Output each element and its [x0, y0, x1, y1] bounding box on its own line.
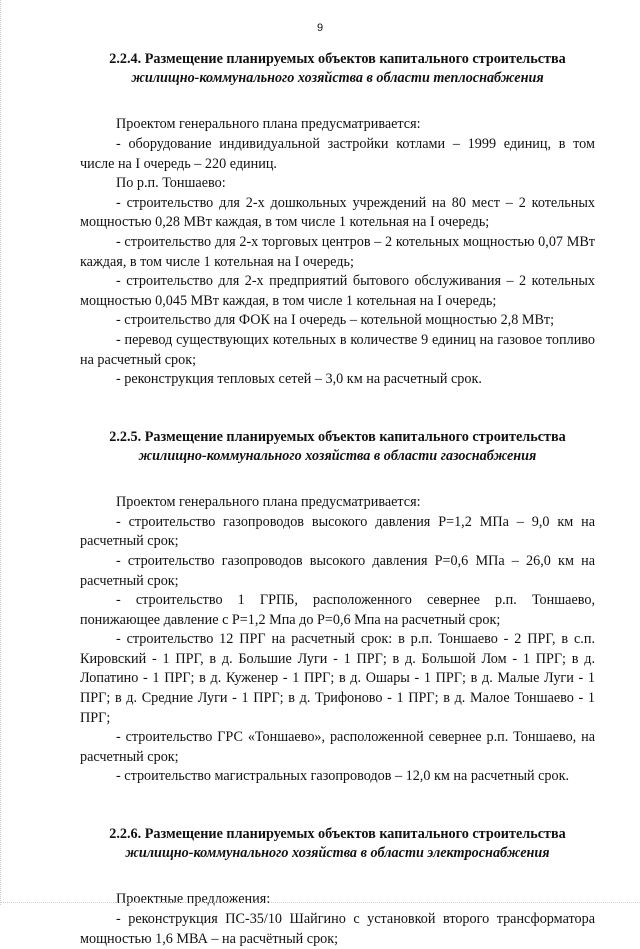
paragraph: - строительство ГРС «Тоншаево», расположенной севернее р.п. Тоншаево, на расчетный срок; [80, 729, 595, 765]
section-title: Размещение планируемых объектов капитального строительства [144, 51, 566, 67]
section-number: 2.2.5. [109, 428, 142, 445]
paragraph: Проектом генерального плана предусматривается: [116, 494, 421, 511]
paragraph: - строительство газопроводов высокого давления Р=1,2 МПа – 9,0 км на расчетный срок; [80, 513, 595, 550]
section-heat-supply [80, 50, 595, 390]
paragraph: - строительство газопроводов высокого давления Р=0,6 МПа – 26,0 км на расчетный срок; [80, 552, 595, 589]
section-heading [80, 825, 595, 863]
section-title-emph: жилищно-коммунального хозяйства в области газоснабжения [138, 447, 537, 464]
paragraph: - строительство для 2-х торговых центров – 2 котельных мощностью 0,07 МВт каждая, в том числе 1 котельная на I очередь; [80, 233, 595, 270]
section-gas-supply [80, 428, 595, 787]
paragraph: - реконструкция ПС-35/10 Шайгино с установкой второго трансформатора мощностью 1,6 МВА – на расчётный срок; [80, 911, 595, 947]
paragraph: - строительство 12 ПРГ на расчетный срок: в р.п. Тоншаево - 2 ПРГ, в с.п. Кировский - 1 ПРГ, в д. Большие Луги - 1 ПРГ; в д. Большой Лом - 1 ПРГ; в д. Лопатино - 1 ПРГ; в д. Куженер - 1 ПРГ; в д. Ошары - 1 ПРГ; в д. Малые Луги - 1 ПРГ; в д. Средние Луги - 1 ПРГ; в д. Трифоново - 1 ПРГ; в д. Малое Тоншаево - 1 ПРГ; [80, 631, 595, 726]
page-number: 9 [316, 22, 324, 34]
scan-left-edge [0, 0, 3, 905]
section-power-supply [80, 825, 595, 949]
section-title-emph: жилищно-коммунального хозяйства в области теплоснабжения [131, 70, 544, 87]
paragraph: - строительство магистральных газопроводов – 12,0 км на расчетный срок. [116, 768, 570, 785]
scan-bottom-edge [0, 901, 640, 903]
section-heading [80, 428, 595, 466]
section-title: Размещение планируемых объектов капитального строительства [144, 826, 566, 843]
document-body [80, 50, 595, 949]
section-number: 2.2.4. [109, 51, 142, 67]
paragraph: Проектные предложения: [116, 891, 271, 908]
paragraph: - строительство для ФОК на I очередь – котельной мощностью 2,8 МВт; [116, 312, 555, 329]
paragraph: - строительство 1 ГРПБ, расположенного севернее р.п. Тоншаево, понижающее давление с Р=1,2 Мпа до Р=0,6 Мпа на расчетный срок; [80, 592, 595, 628]
section-title: Размещение планируемых объектов капитального строительства [144, 428, 566, 445]
paragraph: - реконструкция тепловых сетей – 3,0 км на расчетный срок. [116, 371, 482, 388]
paragraph: По р.п. Тоншаево: [116, 175, 226, 192]
paragraph: - строительство для 2-х предприятий бытового обслуживания – 2 котельных мощностью 0,045 МВт каждая, в том числе 1 котельная на I очередь; [80, 273, 595, 309]
section-heading [80, 50, 595, 88]
paragraph: Проектом генерального плана предусматривается: [116, 116, 421, 133]
section-number: 2.2.6. [109, 826, 142, 843]
section-title-emph: жилищно-коммунального хозяйства в области электроснабжения [125, 845, 550, 862]
paragraph: - оборудование индивидуальной застройки котлами – 1999 единиц, в том числе на I очередь – 220 единиц. [80, 136, 595, 172]
paragraph: - строительство для 2-х дошкольных учреждений на 80 мест – 2 котельных мощностью 0,28 МВт каждая, в том числе 1 котельная на I очередь; [80, 194, 595, 231]
paragraph: - перевод существующих котельных в количестве 9 единиц на газовое топливо на расчетный срок; [80, 331, 595, 368]
